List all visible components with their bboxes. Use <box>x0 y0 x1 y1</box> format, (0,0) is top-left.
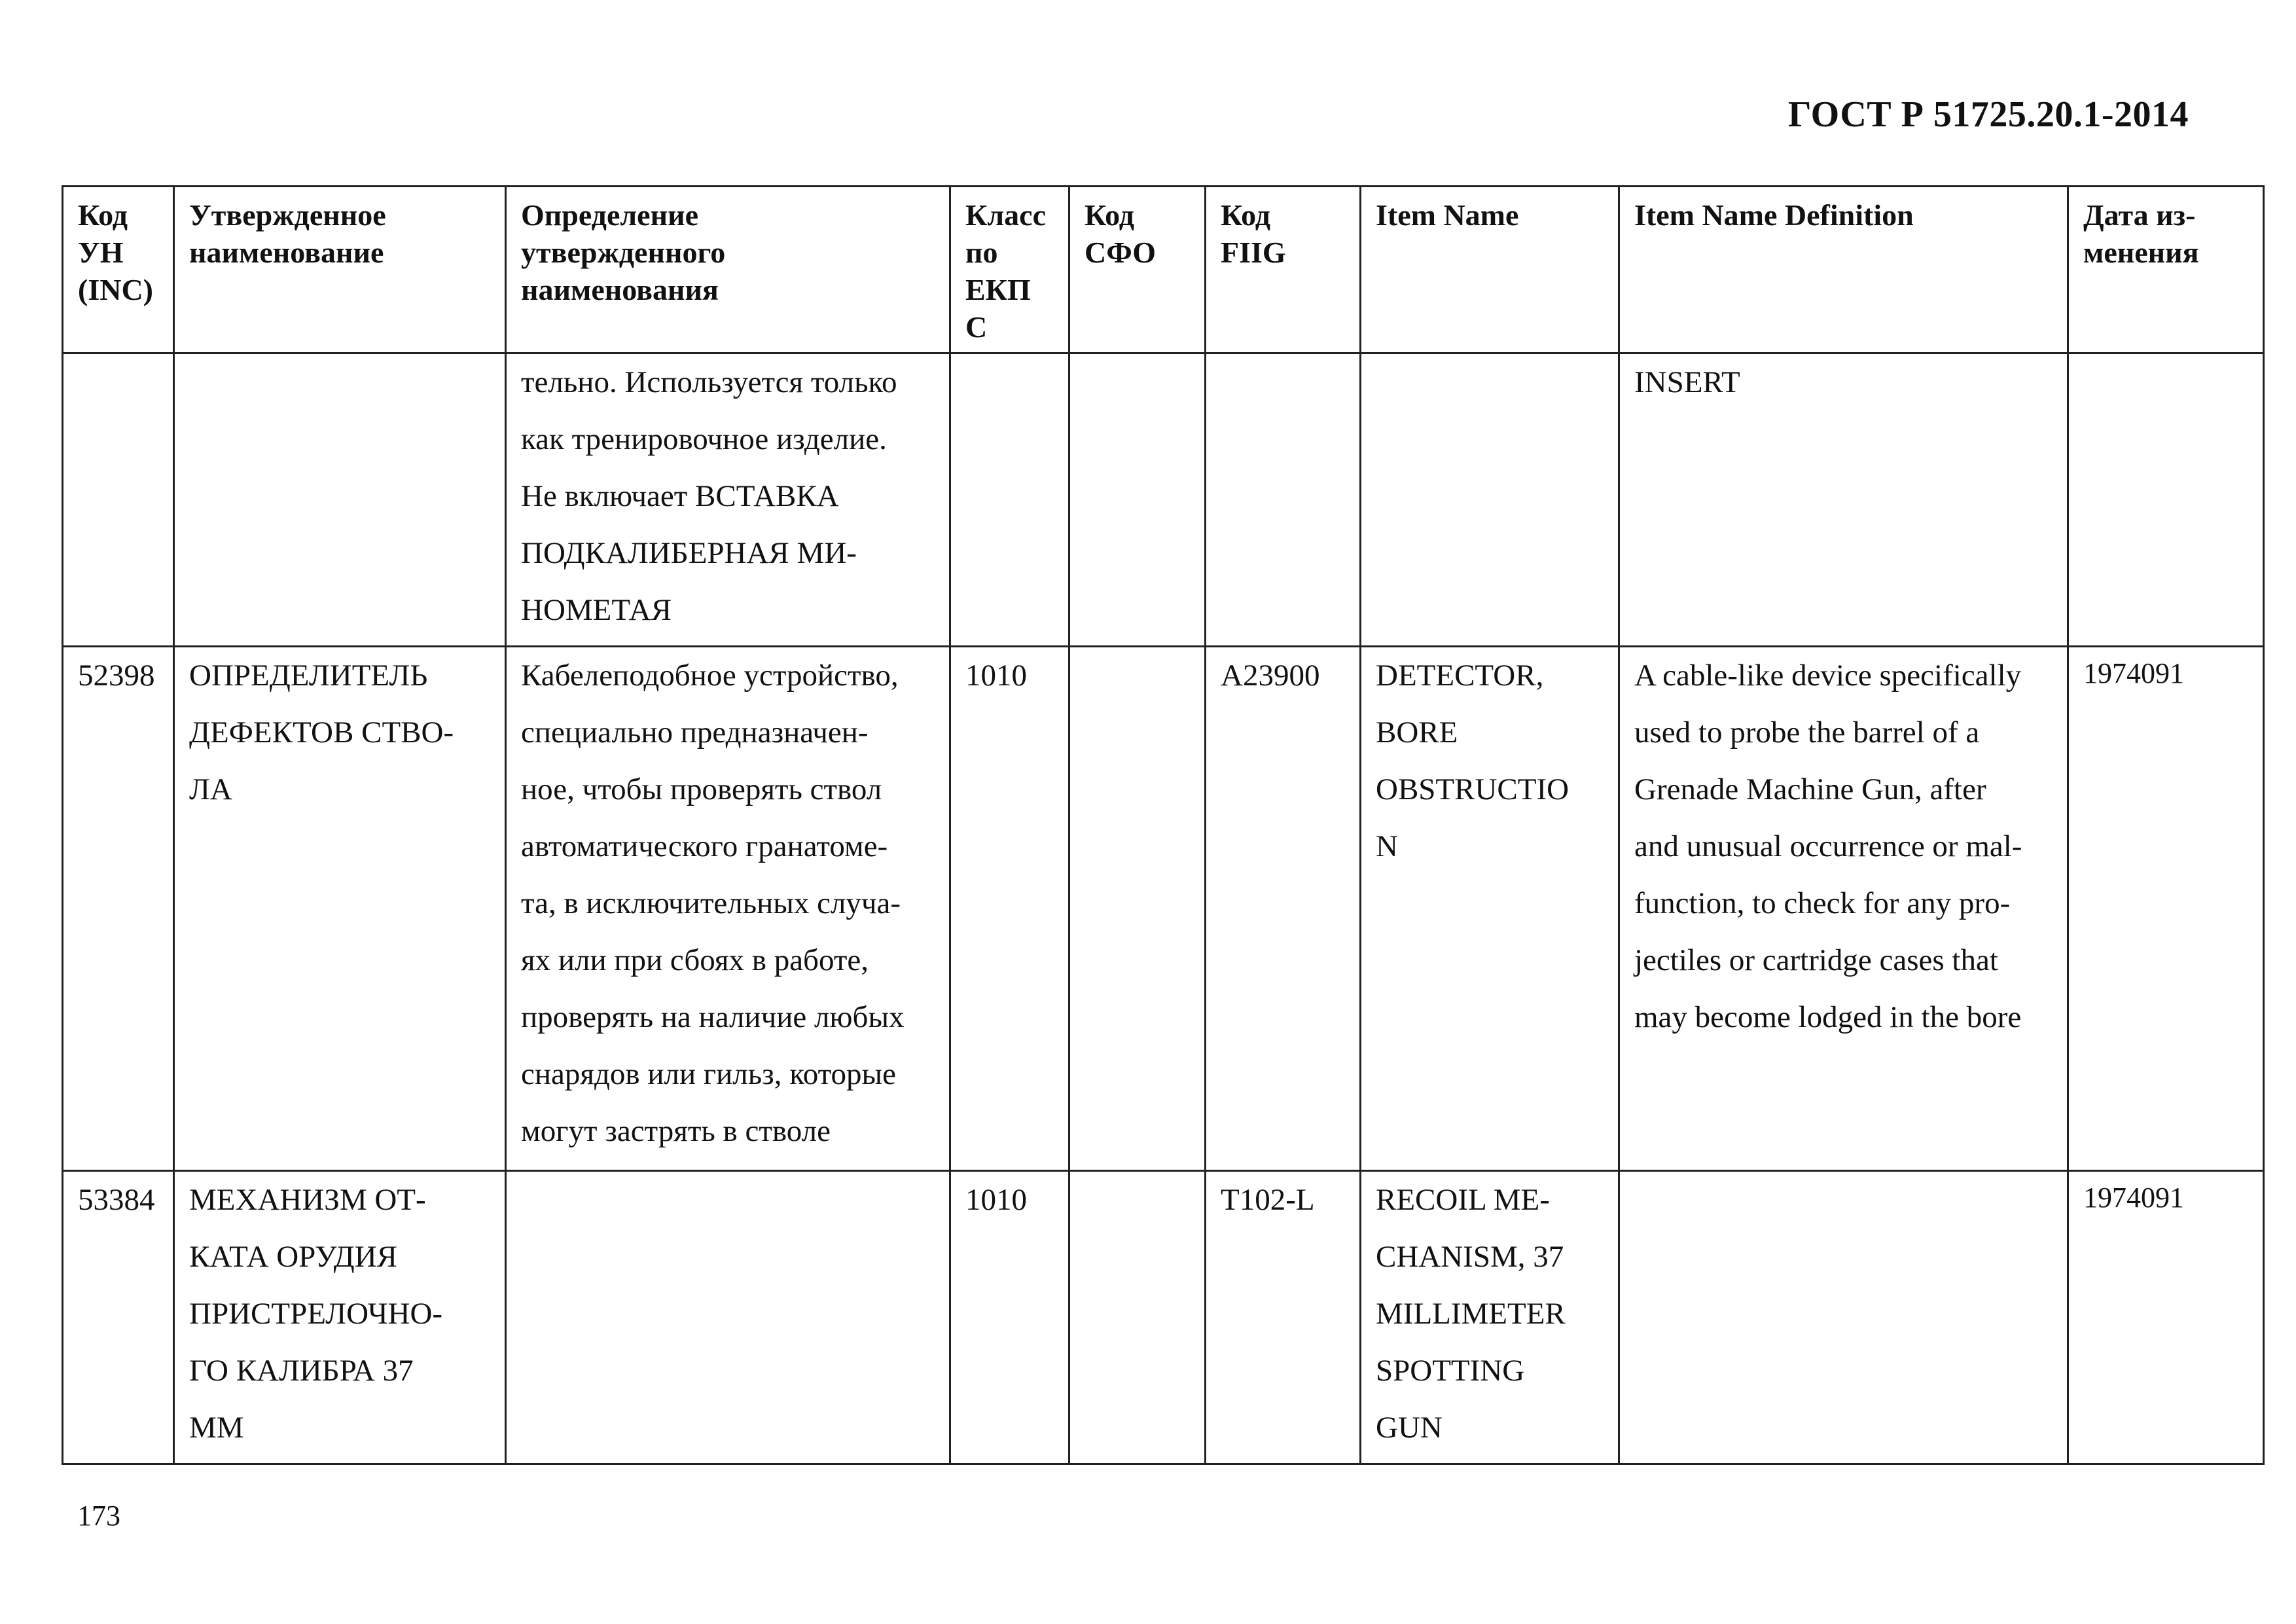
cell-inc <box>63 647 174 1171</box>
header-change-date: Дата из- менения <box>2068 187 2264 353</box>
cell-text-line: ПОДКАЛИБЕРНАЯ МИ- <box>521 536 857 570</box>
cell-text-line: специально предназначен- <box>521 715 869 749</box>
cell-text-line: ное, чтобы проверять ствол <box>521 772 882 806</box>
cell-text-line: ДЕФЕКТОВ СТВО- <box>189 715 454 749</box>
cell-definition <box>506 353 950 647</box>
cell-change-date <box>2068 1171 2264 1464</box>
cell-approved-name <box>174 353 506 647</box>
cell-text-line: SPOTTING <box>1376 1354 1525 1388</box>
cell-text-line: та, в исключительных случа- <box>521 886 901 920</box>
cell-text-line: ММ <box>189 1411 244 1445</box>
header-item-name-definition: Item Name Definition <box>1619 187 2068 353</box>
cell-text-line: and unusual occurrence or mal- <box>1634 829 2022 863</box>
cell-text-line: 1974091 <box>2083 1182 2184 1214</box>
item-name-table <box>62 185 2265 1465</box>
cell-fiig <box>1206 353 1361 647</box>
cell-definition <box>506 1171 950 1464</box>
cell-text-line: 53384 <box>78 1183 155 1217</box>
cell-class <box>950 1171 1069 1464</box>
cell-text-line: 1010 <box>965 659 1027 693</box>
cell-text-line: автоматического гранатоме- <box>521 829 888 863</box>
cell-text-line: N <box>1376 829 1398 863</box>
cell-text-line: BORE <box>1376 715 1458 749</box>
header-class: Класс по ЕКП С <box>950 187 1069 353</box>
cell-text-line: Grenade Machine Gun, after <box>1634 772 1986 806</box>
cell-text-line: ПРИСТРЕЛОЧНО- <box>189 1297 443 1331</box>
cell-text-line: MILLIMETER <box>1376 1297 1566 1331</box>
header-sfo: Код СФО <box>1069 187 1206 353</box>
cell-text-line: как тренировочное изделие. <box>521 422 887 456</box>
cell-text-line: МЕХАНИЗМ ОТ- <box>189 1183 426 1217</box>
cell-sfo <box>1069 353 1206 647</box>
cell-text-line: CHANISM, 37 <box>1376 1240 1564 1274</box>
cell-text-line: 52398 <box>78 659 155 693</box>
cell-text-line: function, to check for any pro- <box>1634 886 2011 920</box>
header-fiig: Код FIIG <box>1206 187 1361 353</box>
cell-text-line: 1974091 <box>2083 657 2184 689</box>
cell-approved-name <box>174 1171 506 1464</box>
cell-change-date <box>2068 353 2264 647</box>
table-row <box>63 1171 2264 1464</box>
cell-class <box>950 647 1069 1171</box>
cell-text-line: проверять на наличие любых <box>521 1000 905 1034</box>
cell-text-line: A23900 <box>1221 659 1320 693</box>
cell-text-line: тельно. Используется только <box>521 365 897 399</box>
page-number: 173 <box>77 1500 120 1532</box>
cell-text-line: RECOIL ME- <box>1376 1183 1550 1217</box>
header-inc: Код УН (INC) <box>63 187 174 353</box>
cell-inc <box>63 353 174 647</box>
cell-fiig <box>1206 1171 1361 1464</box>
cell-fiig <box>1206 647 1361 1171</box>
cell-item-name <box>1361 647 1619 1171</box>
cell-text-line: КАТА ОРУДИЯ <box>189 1240 398 1274</box>
standard-code-header: ГОСТ Р 51725.20.1-2014 <box>1787 94 2189 135</box>
cell-text-line: T102-L <box>1221 1183 1315 1217</box>
cell-text-line: jectiles or cartridge cases that <box>1634 943 1998 977</box>
table-row <box>63 353 2264 647</box>
cell-text-line: used to probe the barrel of a <box>1634 715 1980 749</box>
header-approved-name: Утвержденное наименование <box>174 187 506 353</box>
cell-text-line: GUN <box>1376 1411 1443 1445</box>
cell-text-line: Кабелеподобное устройство, <box>521 659 899 693</box>
cell-class <box>950 353 1069 647</box>
cell-text-line: Не включает ВСТАВКА <box>521 479 839 513</box>
cell-text-line: ЛА <box>189 772 232 806</box>
cell-text-line: снарядов или гильз, которые <box>521 1057 896 1091</box>
cell-item-name <box>1361 1171 1619 1464</box>
cell-item-name <box>1361 353 1619 647</box>
cell-text-line: DETECTOR, <box>1376 659 1544 693</box>
cell-text-line: 1010 <box>965 1183 1027 1217</box>
table-header-row <box>63 187 2264 353</box>
cell-text-line: OBSTRUCTIO <box>1376 772 1570 806</box>
cell-text-line: ях или при сбоях в работе, <box>521 943 869 977</box>
cell-approved-name <box>174 647 506 1171</box>
table-row <box>63 647 2264 1171</box>
cell-definition <box>506 647 950 1171</box>
cell-text-line: НОМЕТАЯ <box>521 593 672 627</box>
cell-item-definition <box>1619 647 2068 1171</box>
cell-text-line: INSERT <box>1634 365 1740 399</box>
header-item-name: Item Name <box>1361 187 1619 353</box>
cell-text-line: ГО КАЛИБРА 37 <box>189 1354 414 1388</box>
cell-item-definition <box>1619 1171 2068 1464</box>
cell-item-definition <box>1619 353 2068 647</box>
cell-change-date <box>2068 647 2264 1171</box>
cell-text-line: ОПРЕДЕЛИТЕЛЬ <box>189 659 428 693</box>
cell-text-line: могут застрять в стволе <box>521 1114 831 1148</box>
cell-sfo <box>1069 1171 1206 1464</box>
cell-text-line: may become lodged in the bore <box>1634 1000 2022 1034</box>
cell-sfo <box>1069 647 1206 1171</box>
header-definition: Определение утвержденного наименования <box>506 187 950 353</box>
cell-text-line: A cable-like device specifically <box>1634 659 2022 693</box>
cell-inc <box>63 1171 174 1464</box>
